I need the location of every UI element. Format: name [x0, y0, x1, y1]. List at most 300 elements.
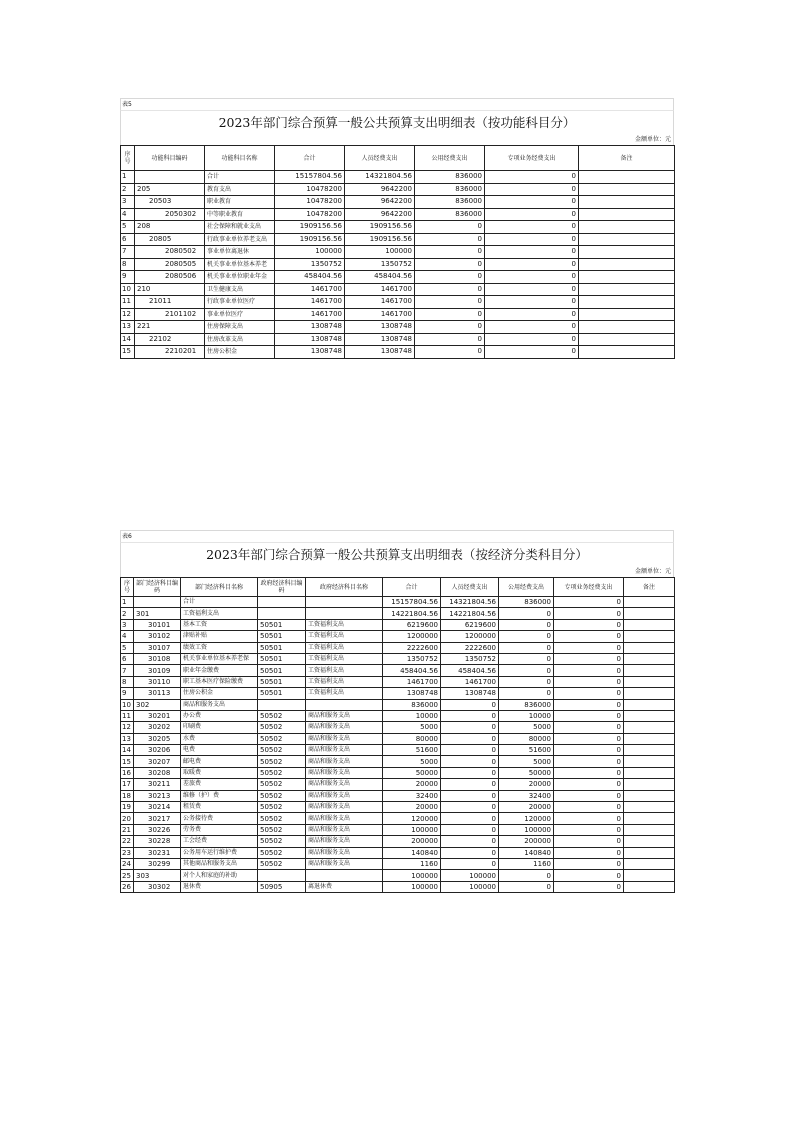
cell-func-name: 卫生健康支出 — [205, 283, 275, 296]
cell-personnel: 1461700 — [441, 676, 499, 687]
cell-public: 0 — [499, 688, 554, 699]
cell-special: 0 — [554, 710, 624, 721]
cell-dept-code: 30214 — [134, 802, 181, 813]
cell-personnel: 1909156.56 — [345, 233, 415, 246]
cell-public: 0 — [499, 676, 554, 687]
cell-no: 13 — [121, 321, 135, 334]
cell-func-code: 20503 — [135, 196, 205, 209]
cell-dept-code: 30208 — [134, 767, 181, 778]
header-personnel: 人员经费支出 — [345, 146, 415, 171]
cell-gov-code: 50502 — [258, 733, 306, 744]
cell-no: 7 — [121, 665, 134, 676]
cell-personnel: 1308748 — [441, 688, 499, 699]
cell-func-name: 住房保障支出 — [205, 321, 275, 334]
cell-func-code: 2080506 — [135, 271, 205, 284]
cell-no: 18 — [121, 790, 134, 801]
cell-total: 1160 — [383, 858, 441, 869]
cell-gov-name: 商品和服务支出 — [306, 790, 383, 801]
cell-public: 140840 — [499, 847, 554, 858]
cell-note — [579, 233, 675, 246]
cell-special: 0 — [554, 881, 624, 892]
cell-special: 0 — [485, 321, 579, 334]
table5-tag: 表5 — [120, 98, 674, 110]
cell-dept-name: 劳务费 — [181, 824, 258, 835]
table-row — [121, 271, 675, 284]
table5-header-row — [121, 146, 675, 171]
cell-func-code — [135, 171, 205, 184]
cell-personnel: 0 — [441, 824, 499, 835]
cell-dept-name: 机关事业单位基本养老保 — [181, 653, 258, 664]
cell-special: 0 — [554, 790, 624, 801]
cell-public: 120000 — [499, 813, 554, 824]
cell-dept-name: 公务用车运行维护费 — [181, 847, 258, 858]
cell-dept-code: 30302 — [134, 881, 181, 892]
table6-body — [121, 597, 675, 893]
cell-no: 7 — [121, 246, 135, 259]
cell-gov-code: 50502 — [258, 824, 306, 835]
cell-no: 26 — [121, 881, 134, 892]
cell-total: 200000 — [383, 836, 441, 847]
cell-special: 0 — [485, 196, 579, 209]
cell-personnel: 0 — [441, 767, 499, 778]
table6-header-row — [121, 578, 675, 597]
cell-note — [579, 321, 675, 334]
cell-personnel: 14321804.56 — [345, 171, 415, 184]
cell-no: 21 — [121, 824, 134, 835]
cell-gov-name: 工资福利支出 — [306, 653, 383, 664]
cell-note — [624, 619, 675, 630]
cell-special: 0 — [554, 653, 624, 664]
cell-gov-code: 50905 — [258, 881, 306, 892]
cell-func-code: 2080505 — [135, 258, 205, 271]
cell-note — [579, 258, 675, 271]
cell-func-code: 2080502 — [135, 246, 205, 259]
cell-no: 14 — [121, 745, 134, 756]
cell-total: 1200000 — [383, 631, 441, 642]
cell-public: 0 — [415, 308, 485, 321]
cell-note — [624, 779, 675, 790]
cell-personnel: 2222600 — [441, 642, 499, 653]
cell-gov-code: 50501 — [258, 676, 306, 687]
cell-public: 836000 — [415, 208, 485, 221]
cell-personnel: 0 — [441, 699, 499, 710]
cell-special: 0 — [485, 171, 579, 184]
table-row — [121, 881, 675, 892]
cell-total: 140840 — [383, 847, 441, 858]
cell-personnel: 1461700 — [345, 296, 415, 309]
cell-total: 100000 — [275, 246, 345, 259]
cell-total: 32400 — [383, 790, 441, 801]
cell-gov-code: 50502 — [258, 790, 306, 801]
cell-public: 5000 — [499, 756, 554, 767]
cell-gov-name: 工资福利支出 — [306, 631, 383, 642]
cell-func-name: 事业单位医疗 — [205, 308, 275, 321]
cell-public: 0 — [415, 221, 485, 234]
table-row — [121, 653, 675, 664]
table-row — [121, 183, 675, 196]
cell-personnel: 0 — [441, 836, 499, 847]
cell-note — [579, 196, 675, 209]
cell-note — [624, 881, 675, 892]
cell-no: 15 — [121, 756, 134, 767]
cell-total: 10478200 — [275, 208, 345, 221]
cell-no: 4 — [121, 208, 135, 221]
cell-total: 1350752 — [275, 258, 345, 271]
cell-note — [624, 745, 675, 756]
cell-note — [624, 631, 675, 642]
cell-dept-name: 职业年金缴费 — [181, 665, 258, 676]
cell-special: 0 — [554, 824, 624, 835]
cell-dept-code: 30101 — [134, 619, 181, 630]
cell-note — [579, 308, 675, 321]
cell-public: 836000 — [415, 196, 485, 209]
cell-dept-name: 其他商品和服务支出 — [181, 858, 258, 869]
cell-note — [624, 710, 675, 721]
cell-public: 836000 — [499, 597, 554, 608]
cell-total: 1909156.56 — [275, 221, 345, 234]
cell-gov-code: 50502 — [258, 710, 306, 721]
cell-public: 0 — [499, 642, 554, 653]
table6-tag: 表6 — [120, 530, 674, 542]
cell-no: 12 — [121, 722, 134, 733]
cell-dept-name: 商品和服务支出 — [181, 699, 258, 710]
cell-public: 0 — [415, 346, 485, 359]
table5-unit: 金额单位：元 — [120, 135, 674, 145]
table-row — [121, 665, 675, 676]
cell-no: 8 — [121, 258, 135, 271]
cell-func-code: 22102 — [135, 333, 205, 346]
cell-dept-code: 30207 — [134, 756, 181, 767]
cell-public: 0 — [415, 271, 485, 284]
cell-public: 0 — [415, 321, 485, 334]
cell-public: 0 — [415, 333, 485, 346]
cell-personnel: 100000 — [441, 881, 499, 892]
cell-gov-name — [306, 870, 383, 881]
cell-dept-name: 工会经费 — [181, 836, 258, 847]
cell-personnel: 14321804.56 — [441, 597, 499, 608]
cell-note — [624, 733, 675, 744]
cell-func-name: 行政事业单位医疗 — [205, 296, 275, 309]
cell-total: 80000 — [383, 733, 441, 744]
cell-no: 5 — [121, 221, 135, 234]
cell-gov-name: 工资福利支出 — [306, 619, 383, 630]
cell-gov-name: 商品和服务支出 — [306, 745, 383, 756]
cell-public: 0 — [415, 296, 485, 309]
cell-public: 0 — [499, 608, 554, 619]
cell-gov-code — [258, 870, 306, 881]
cell-total: 1308748 — [275, 346, 345, 359]
cell-gov-code: 50501 — [258, 653, 306, 664]
cell-special: 0 — [554, 619, 624, 630]
cell-dept-code: 30110 — [134, 676, 181, 687]
cell-public: 0 — [415, 246, 485, 259]
header-func-name: 功能科目名称 — [205, 146, 275, 171]
table-row — [121, 308, 675, 321]
cell-no: 9 — [121, 688, 134, 699]
cell-gov-name: 商品和服务支出 — [306, 733, 383, 744]
cell-func-name: 机关事业单位职业年金 — [205, 271, 275, 284]
cell-personnel: 1461700 — [345, 308, 415, 321]
cell-note — [624, 722, 675, 733]
cell-total: 10478200 — [275, 196, 345, 209]
table-row — [121, 333, 675, 346]
cell-func-code: 2210201 — [135, 346, 205, 359]
cell-total: 100000 — [383, 870, 441, 881]
table-row — [121, 233, 675, 246]
cell-total: 14221804.56 — [383, 608, 441, 619]
table-row — [121, 813, 675, 824]
cell-gov-name — [306, 699, 383, 710]
header-personnel: 人员经费支出 — [441, 578, 499, 597]
cell-personnel: 0 — [441, 710, 499, 721]
cell-note — [624, 699, 675, 710]
cell-public: 0 — [499, 665, 554, 676]
cell-dept-name: 基本工资 — [181, 619, 258, 630]
cell-public: 20000 — [499, 779, 554, 790]
cell-no: 24 — [121, 858, 134, 869]
cell-dept-code: 30226 — [134, 824, 181, 835]
cell-public: 0 — [499, 631, 554, 642]
cell-gov-name: 商品和服务支出 — [306, 710, 383, 721]
cell-total: 51600 — [383, 745, 441, 756]
cell-total: 1308748 — [275, 333, 345, 346]
header-no: 序号 — [121, 578, 134, 597]
cell-dept-name: 对个人和家庭的补助 — [181, 870, 258, 881]
cell-gov-code — [258, 699, 306, 710]
cell-total: 458404.56 — [275, 271, 345, 284]
cell-func-name: 教育支出 — [205, 183, 275, 196]
cell-special: 0 — [554, 870, 624, 881]
cell-personnel: 9642200 — [345, 183, 415, 196]
cell-special: 0 — [554, 858, 624, 869]
cell-note — [624, 790, 675, 801]
cell-gov-code: 50501 — [258, 688, 306, 699]
cell-dept-code: 301 — [134, 608, 181, 619]
cell-special: 0 — [554, 665, 624, 676]
cell-note — [624, 836, 675, 847]
cell-dept-name: 取暖费 — [181, 767, 258, 778]
header-total: 合计 — [275, 146, 345, 171]
cell-no: 14 — [121, 333, 135, 346]
cell-special: 0 — [485, 296, 579, 309]
table-row — [121, 710, 675, 721]
cell-note — [624, 824, 675, 835]
cell-func-name: 住房改革支出 — [205, 333, 275, 346]
cell-gov-code — [258, 608, 306, 619]
cell-no: 9 — [121, 271, 135, 284]
header-special: 专项业务经费支出 — [485, 146, 579, 171]
cell-gov-name: 工资福利支出 — [306, 676, 383, 687]
table-row — [121, 296, 675, 309]
cell-public: 0 — [415, 258, 485, 271]
cell-total: 6219600 — [383, 619, 441, 630]
cell-no: 25 — [121, 870, 134, 881]
cell-no: 6 — [121, 653, 134, 664]
header-func-code: 功能科目编码 — [135, 146, 205, 171]
table-row — [121, 790, 675, 801]
cell-note — [579, 271, 675, 284]
cell-gov-code: 50502 — [258, 836, 306, 847]
cell-dept-code: 30211 — [134, 779, 181, 790]
cell-func-name: 机关事业单位基本养老 — [205, 258, 275, 271]
cell-dept-code: 30231 — [134, 847, 181, 858]
cell-gov-name: 商品和服务支出 — [306, 779, 383, 790]
table-row — [121, 688, 675, 699]
table-row — [121, 171, 675, 184]
cell-func-code: 208 — [135, 221, 205, 234]
cell-no: 6 — [121, 233, 135, 246]
cell-no: 4 — [121, 631, 134, 642]
cell-personnel: 0 — [441, 779, 499, 790]
cell-personnel: 9642200 — [345, 208, 415, 221]
table-row — [121, 642, 675, 653]
cell-personnel: 458404.56 — [345, 271, 415, 284]
cell-func-code: 2050302 — [135, 208, 205, 221]
cell-total: 20000 — [383, 802, 441, 813]
cell-total: 1461700 — [383, 676, 441, 687]
cell-dept-name: 办公费 — [181, 710, 258, 721]
cell-personnel: 1350752 — [441, 653, 499, 664]
header-special: 专项业务经费支出 — [554, 578, 624, 597]
cell-gov-name: 离退休费 — [306, 881, 383, 892]
cell-no: 10 — [121, 283, 135, 296]
cell-dept-code: 30202 — [134, 722, 181, 733]
cell-no: 1 — [121, 171, 135, 184]
cell-total: 5000 — [383, 722, 441, 733]
cell-dept-name: 邮电费 — [181, 756, 258, 767]
cell-dept-code: 30102 — [134, 631, 181, 642]
cell-gov-name: 工资福利支出 — [306, 688, 383, 699]
cell-public: 5000 — [499, 722, 554, 733]
cell-total: 2222600 — [383, 642, 441, 653]
cell-personnel: 0 — [441, 802, 499, 813]
cell-total: 5000 — [383, 756, 441, 767]
cell-special: 0 — [485, 333, 579, 346]
cell-special: 0 — [554, 676, 624, 687]
cell-personnel: 0 — [441, 847, 499, 858]
cell-note — [624, 802, 675, 813]
cell-total: 50000 — [383, 767, 441, 778]
cell-gov-code: 50502 — [258, 858, 306, 869]
cell-dept-code: 30213 — [134, 790, 181, 801]
cell-public: 10000 — [499, 710, 554, 721]
cell-no: 2 — [121, 183, 135, 196]
cell-personnel: 1200000 — [441, 631, 499, 642]
table6-title: 2023年部门综合预算一般公共预算支出明细表（按经济分类科目分） — [120, 542, 674, 567]
cell-special: 0 — [485, 183, 579, 196]
cell-special: 0 — [554, 688, 624, 699]
cell-gov-name: 商品和服务支出 — [306, 836, 383, 847]
table-row — [121, 824, 675, 835]
cell-func-name: 事业单位离退休 — [205, 246, 275, 259]
cell-special: 0 — [554, 802, 624, 813]
cell-special: 0 — [485, 308, 579, 321]
cell-no: 5 — [121, 642, 134, 653]
cell-public: 50000 — [499, 767, 554, 778]
table-row — [121, 597, 675, 608]
cell-public: 1160 — [499, 858, 554, 869]
cell-special: 0 — [554, 745, 624, 756]
cell-special: 0 — [554, 733, 624, 744]
cell-dept-code: 30107 — [134, 642, 181, 653]
cell-func-name: 住房公积金 — [205, 346, 275, 359]
cell-func-code: 2101102 — [135, 308, 205, 321]
cell-total: 1461700 — [275, 283, 345, 296]
cell-no: 19 — [121, 802, 134, 813]
cell-total: 20000 — [383, 779, 441, 790]
cell-personnel: 0 — [441, 813, 499, 824]
cell-note — [624, 665, 675, 676]
header-note: 备注 — [624, 578, 675, 597]
cell-public: 32400 — [499, 790, 554, 801]
cell-gov-name: 商品和服务支出 — [306, 847, 383, 858]
cell-dept-name: 电费 — [181, 745, 258, 756]
cell-note — [624, 688, 675, 699]
cell-no: 23 — [121, 847, 134, 858]
header-public: 公用经费支出 — [415, 146, 485, 171]
cell-no: 10 — [121, 699, 134, 710]
cell-dept-code: 30201 — [134, 710, 181, 721]
cell-dept-name: 维修（护）费 — [181, 790, 258, 801]
cell-dept-code: 30299 — [134, 858, 181, 869]
cell-dept-name: 住房公积金 — [181, 688, 258, 699]
cell-public: 51600 — [499, 745, 554, 756]
table5-body — [121, 171, 675, 359]
cell-special: 0 — [485, 258, 579, 271]
table-row — [121, 346, 675, 359]
cell-no: 17 — [121, 779, 134, 790]
cell-gov-code: 50502 — [258, 767, 306, 778]
cell-note — [624, 756, 675, 767]
table5-grid — [120, 145, 675, 359]
table-row — [121, 699, 675, 710]
table-row — [121, 836, 675, 847]
cell-special: 0 — [485, 221, 579, 234]
cell-personnel: 1461700 — [345, 283, 415, 296]
cell-total: 10478200 — [275, 183, 345, 196]
cell-gov-code: 50502 — [258, 802, 306, 813]
cell-total: 15157804.56 — [383, 597, 441, 608]
cell-dept-name: 退休费 — [181, 881, 258, 892]
cell-note — [624, 653, 675, 664]
cell-gov-name — [306, 608, 383, 619]
table-row — [121, 767, 675, 778]
cell-personnel: 100000 — [441, 870, 499, 881]
cell-special: 0 — [554, 756, 624, 767]
cell-public: 836000 — [499, 699, 554, 710]
cell-no: 20 — [121, 813, 134, 824]
table-row — [121, 321, 675, 334]
cell-special: 0 — [554, 779, 624, 790]
cell-gov-name: 商品和服务支出 — [306, 813, 383, 824]
cell-no: 11 — [121, 296, 135, 309]
cell-personnel: 9642200 — [345, 196, 415, 209]
header-dept-name: 部门经济科目名称 — [181, 578, 258, 597]
cell-no: 3 — [121, 196, 135, 209]
table-row — [121, 870, 675, 881]
cell-dept-code: 302 — [134, 699, 181, 710]
cell-personnel: 1308748 — [345, 333, 415, 346]
cell-special: 0 — [485, 271, 579, 284]
cell-dept-code: 30113 — [134, 688, 181, 699]
table-row — [121, 847, 675, 858]
cell-dept-name: 水费 — [181, 733, 258, 744]
cell-gov-code: 50501 — [258, 619, 306, 630]
cell-public: 0 — [415, 233, 485, 246]
cell-total: 15157804.56 — [275, 171, 345, 184]
cell-total: 1461700 — [275, 296, 345, 309]
cell-dept-code: 303 — [134, 870, 181, 881]
